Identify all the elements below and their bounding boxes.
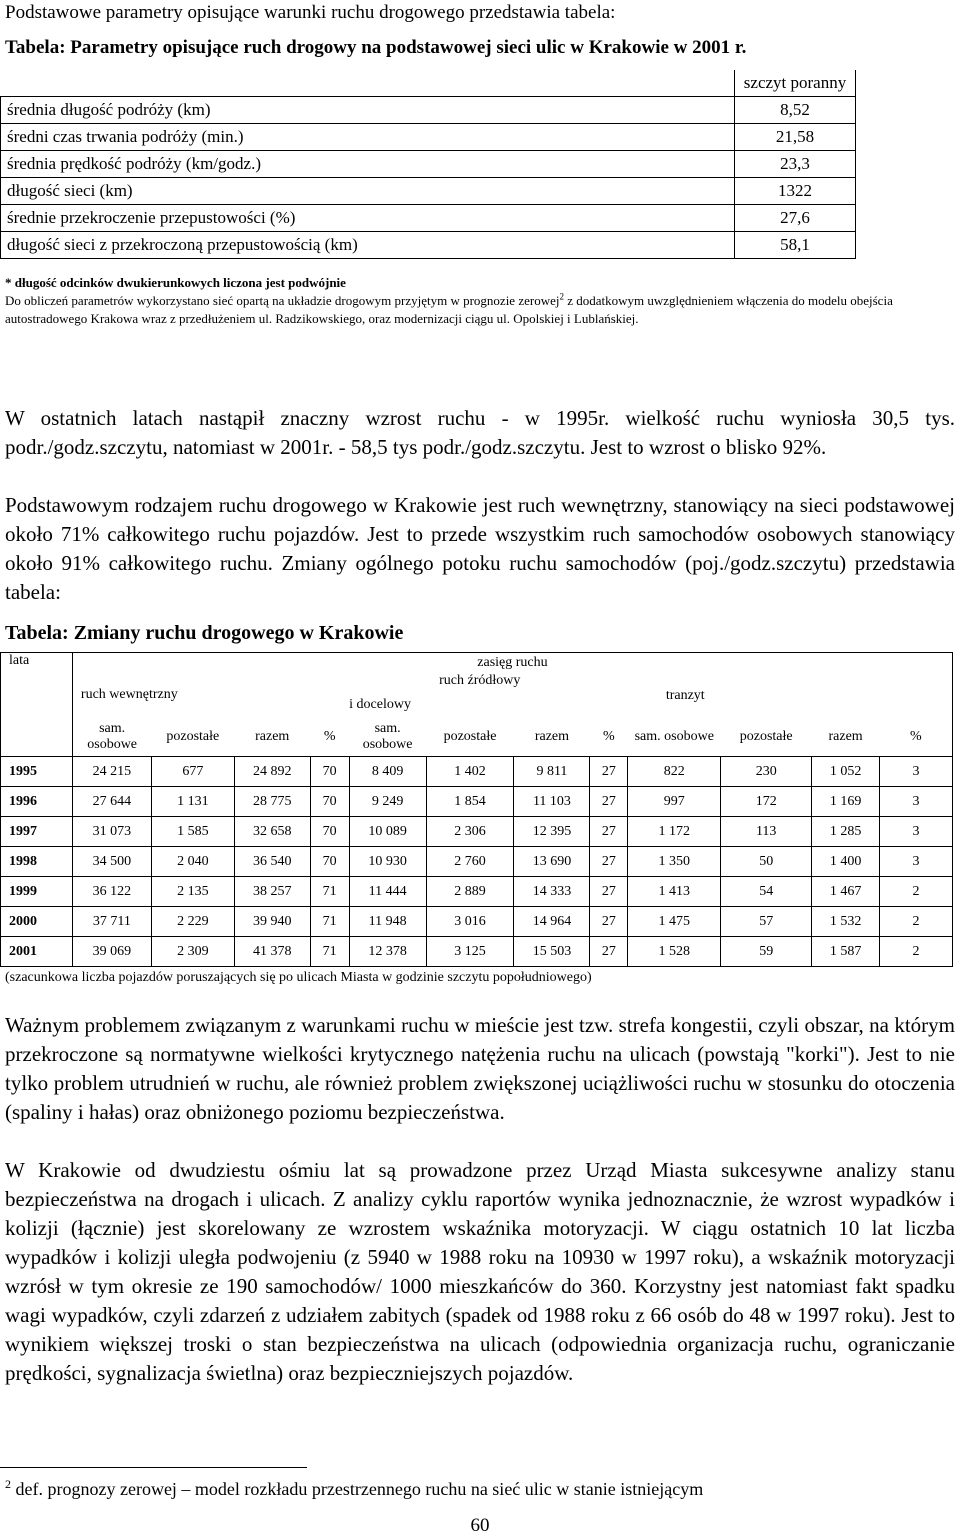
data-cell: 27 <box>590 937 628 967</box>
sub-header-percent: % <box>880 719 953 757</box>
data-cell: 37 711 <box>72 907 151 937</box>
row-value: 8,52 <box>735 97 856 124</box>
column-header-morning-peak: szczyt poranny <box>735 70 856 97</box>
data-cell: 2 229 <box>151 907 234 937</box>
data-cell: 27 <box>590 817 628 847</box>
data-cell: 1 400 <box>812 847 880 877</box>
data-cell: 3 <box>880 817 953 847</box>
table2-title: Tabela: Zmiany ruchu drogowego w Krakowie <box>5 622 404 644</box>
table-row <box>1 907 953 937</box>
parameters-table <box>0 70 856 259</box>
sub-header-total: razem <box>234 719 310 757</box>
data-cell: 39 069 <box>72 937 151 967</box>
table-row <box>1 847 953 877</box>
data-cell: 14 964 <box>514 907 590 937</box>
data-cell: 41 378 <box>234 937 310 967</box>
data-cell: 1 854 <box>426 787 514 817</box>
group-transit: tranzyt <box>628 673 953 719</box>
table2-header-row-2 <box>1 673 953 719</box>
footnote-number: 2 <box>5 1477 11 1491</box>
intro-text: Podstawowe parametry opisujące warunki ruchu drogowego przedstawia tabela: <box>5 2 616 23</box>
data-cell: 15 503 <box>514 937 590 967</box>
table-row <box>1 178 856 205</box>
data-cell: 24 892 <box>234 757 310 787</box>
data-cell: 822 <box>628 757 721 787</box>
data-cell: 31 073 <box>72 817 151 847</box>
table-row <box>1 97 856 124</box>
data-cell: 28 775 <box>234 787 310 817</box>
data-cell: 2 <box>880 937 953 967</box>
data-cell: 9 811 <box>514 757 590 787</box>
data-cell: 1 052 <box>812 757 880 787</box>
data-cell: 70 <box>310 757 349 787</box>
data-cell: 10 089 <box>349 817 426 847</box>
row-value: 21,58 <box>735 124 856 151</box>
footnote-ref: 2 <box>559 291 564 302</box>
row-label: średnie przekroczenie przepustowości (%) <box>1 205 735 232</box>
year-cell: 1996 <box>1 787 73 817</box>
sub-header-total: razem <box>514 719 590 757</box>
data-cell: 27 <box>590 877 628 907</box>
data-cell: 71 <box>310 907 349 937</box>
row-label: długość sieci z przekroczoną przepustowością (km) <box>1 232 735 259</box>
data-cell: 1 467 <box>812 877 880 907</box>
sub-header-percent: % <box>590 719 628 757</box>
data-cell: 14 333 <box>514 877 590 907</box>
table-row <box>1 757 953 787</box>
data-cell: 2 306 <box>426 817 514 847</box>
year-cell: 1999 <box>1 877 73 907</box>
data-cell: 71 <box>310 937 349 967</box>
data-cell: 2 040 <box>151 847 234 877</box>
data-cell: 11 948 <box>349 907 426 937</box>
table2-note: (szacunkowa liczba pojazdów poruszających się po ulicach Miasta w godzinie szczytu popołudniowego) <box>5 970 592 985</box>
data-cell: 8 409 <box>349 757 426 787</box>
data-cell: 70 <box>310 817 349 847</box>
data-cell: 3 125 <box>426 937 514 967</box>
sub-header-other: pozostałe <box>151 719 234 757</box>
data-cell: 2 <box>880 907 953 937</box>
table-row <box>1 817 953 847</box>
data-cell: 50 <box>721 847 812 877</box>
data-cell: 2 135 <box>151 877 234 907</box>
data-cell: 1 587 <box>812 937 880 967</box>
data-cell: 1 532 <box>812 907 880 937</box>
group-source-label: ruch źródłowy <box>439 672 521 688</box>
data-cell: 1 475 <box>628 907 721 937</box>
data-cell: 24 215 <box>72 757 151 787</box>
group-internal-traffic: ruch wewnętrzny <box>72 673 349 719</box>
data-cell: 27 <box>590 907 628 937</box>
data-cell: 71 <box>310 877 349 907</box>
table1-title: Tabela: Parametry opisujące ruch drogowy na podstawowej sieci ulic w Krakowie w 2001 r. <box>5 37 747 58</box>
data-cell: 1 285 <box>812 817 880 847</box>
data-cell: 54 <box>721 877 812 907</box>
data-cell: 1 169 <box>812 787 880 817</box>
footnote-separator <box>0 1467 307 1468</box>
data-cell: 172 <box>721 787 812 817</box>
footnote-text: def. prognozy zerowej – model rozkładu przestrzennego ruchu na sieć ulic w stanie istniejącym <box>11 1479 704 1499</box>
data-cell: 59 <box>721 937 812 967</box>
data-cell: 27 <box>590 787 628 817</box>
row-label: średnia prędkość podróży (km/godz.) <box>1 151 735 178</box>
sub-header-cars: sam. osobowe <box>628 719 721 757</box>
data-cell: 113 <box>721 817 812 847</box>
data-cell: 3 <box>880 787 953 817</box>
data-cell: 32 658 <box>234 817 310 847</box>
data-cell: 27 <box>590 847 628 877</box>
data-cell: 1 402 <box>426 757 514 787</box>
traffic-table-body <box>1 757 953 967</box>
row-value: 58,1 <box>735 232 856 259</box>
data-cell: 39 940 <box>234 907 310 937</box>
data-cell: 9 249 <box>349 787 426 817</box>
paragraph-internal-traffic: Podstawowym rodzajem ruchu drogowego w Krakowie jest ruch wewnętrzny, stanowiący na sieci podstawowej około 71% całkowitego ruchu pojazdów. Jest to przede wszystkim ruch samochodów osobowych stanowiący około 91% całkowitego ruchu. Zmiany ogólnego potoku ruchu samochodów (poj./godz.szczytu) przedstawia tabela: <box>5 493 955 604</box>
header-years: lata <box>1 653 73 757</box>
group-destination-label: i docelowy <box>349 696 411 712</box>
data-cell: 70 <box>310 847 349 877</box>
data-cell: 997 <box>628 787 721 817</box>
data-cell: 27 <box>590 757 628 787</box>
data-cell: 3 <box>880 757 953 787</box>
table-row <box>1 787 953 817</box>
data-cell: 13 690 <box>514 847 590 877</box>
data-cell: 230 <box>721 757 812 787</box>
year-cell: 2001 <box>1 937 73 967</box>
data-cell: 10 930 <box>349 847 426 877</box>
sub-header-other: pozostałe <box>721 719 812 757</box>
row-value: 1322 <box>735 178 856 205</box>
year-cell: 2000 <box>1 907 73 937</box>
data-cell: 11 103 <box>514 787 590 817</box>
parameters-table-header <box>1 70 856 97</box>
row-value: 27,6 <box>735 205 856 232</box>
traffic-changes-table <box>0 652 953 967</box>
table-row <box>1 124 856 151</box>
data-cell: 1 131 <box>151 787 234 817</box>
page-number: 60 <box>470 1515 490 1536</box>
data-cell: 38 257 <box>234 877 310 907</box>
data-cell: 57 <box>721 907 812 937</box>
table2-header-row-3 <box>1 719 953 757</box>
table-row <box>1 937 953 967</box>
row-value: 23,3 <box>735 151 856 178</box>
sub-header-total: razem <box>812 719 880 757</box>
data-cell: 677 <box>151 757 234 787</box>
calculation-note <box>5 292 953 328</box>
year-cell: 1995 <box>1 757 73 787</box>
paragraph-congestion: Ważnym problemem związanym z warunkami ruchu w mieście jest tzw. strefa kongestii, czyli obszar, na którym przekroczone są normatywne wielkości krytycznego natężenia ruchu na ulicach (powstają "korki"). Jest to nie tylko problem utrudnień w ruchu, ale również problem zwiększonej uciążliwości ruchu w stosunku do otoczenia (spaliny i hałas) oraz obniżonego poziomu bezpieczeństwa. <box>5 1013 955 1124</box>
data-cell: 2 760 <box>426 847 514 877</box>
data-cell: 1 350 <box>628 847 721 877</box>
data-cell: 1 585 <box>151 817 234 847</box>
table2-header-row-1 <box>1 653 953 673</box>
data-cell: 11 444 <box>349 877 426 907</box>
star-note: * długość odcinków dwukierunkowych liczona jest podwójnie <box>5 275 346 290</box>
table-row <box>1 232 856 259</box>
sub-header-cars: sam. osobowe <box>349 719 426 757</box>
row-label: średnia długość podróży (km) <box>1 97 735 124</box>
paragraph-safety: W Krakowie od dwudziestu ośmiu lat są prowadzone przez Urząd Miasta sukcesywne analizy stanu bezpieczeństwa na drogach i ulicach. Z analizy cyklu raportów wynika jednoznacznie, że wzrost wypadków i kolizji (łącznie) jest skorelowany ze wzrostem wskaźnika motoryzacji. W ciągu ostatnich 10 lat liczba wypadków i kolizji uległa podwojeniu (z 5940 w 1988 roku na 10930 w 1997 roku), a wskaźnik motoryzacji wzrósł w tym okresie ze 190 samochodów/ 1000 mieszkańców do 360. Korzystny jest natomiast fakt spadku wagi wypadków, czyli zdarzeń z udziałem zabitych (spadek od 1988 roku z 66 osób do 48 w 1997 roku). Jest to wynikiem większej troski o stan bezpieczeństwa na ulicach (odpowiednia organizacja ruchu, ograniczanie prędkości, sygnalizacja świetlna) oraz bezpieczniejszych pojazdów. <box>5 1158 955 1385</box>
data-cell: 3 <box>880 847 953 877</box>
sub-header-cars: sam. osobowe <box>72 719 151 757</box>
data-cell: 70 <box>310 787 349 817</box>
sub-header-percent: % <box>310 719 349 757</box>
data-cell: 36 122 <box>72 877 151 907</box>
data-cell: 2 <box>880 877 953 907</box>
table1-notes <box>5 274 953 328</box>
table-row <box>1 205 856 232</box>
header-traffic-range: zasięg ruchu <box>72 653 952 673</box>
data-cell: 12 395 <box>514 817 590 847</box>
calc-note-part-b: z dodatkowym uwzględnieniem włączenia do modelu obejścia autostradowego Krakowa wraz z przedłużeniem ul. Radzikowskiego, oraz modernizacji ciągu ul. Opolskiej i Lublańskiej. <box>5 293 893 326</box>
data-cell: 12 378 <box>349 937 426 967</box>
data-cell: 2 309 <box>151 937 234 967</box>
group-source-destination <box>349 673 628 719</box>
year-cell: 1998 <box>1 847 73 877</box>
data-cell: 1 172 <box>628 817 721 847</box>
data-cell: 1 413 <box>628 877 721 907</box>
paragraph-traffic-growth: W ostatnich latach nastąpił znaczny wzrost ruchu - w 1995r. wielkość ruchu wyniosła 30,5 tys. podr./godz.szczytu, natomiast w 2001r. - 58,5 tys podr./godz.szczytu. Jest to wzrost o blisko 92%. <box>5 406 955 459</box>
sub-header-other: pozostałe <box>426 719 514 757</box>
data-cell: 3 016 <box>426 907 514 937</box>
row-label: długość sieci (km) <box>1 178 735 205</box>
data-cell: 2 889 <box>426 877 514 907</box>
data-cell: 27 644 <box>72 787 151 817</box>
year-cell: 1997 <box>1 817 73 847</box>
data-cell: 36 540 <box>234 847 310 877</box>
table-row <box>1 877 953 907</box>
calc-note-part-a: Do obliczeń parametrów wykorzystano sieć opartą na układzie drogowym przyjętym w prognozie zerowej <box>5 293 560 308</box>
table-row <box>1 151 856 178</box>
row-label: średni czas trwania podróży (min.) <box>1 124 735 151</box>
data-cell: 34 500 <box>72 847 151 877</box>
footnote <box>5 1477 703 1500</box>
data-cell: 1 528 <box>628 937 721 967</box>
